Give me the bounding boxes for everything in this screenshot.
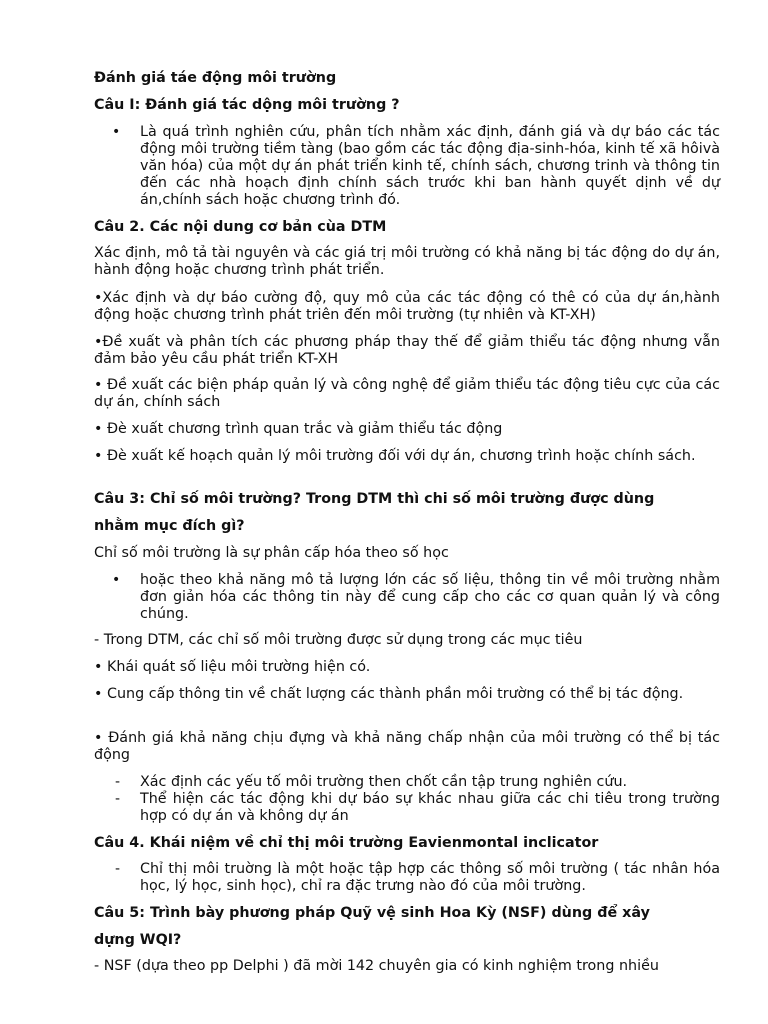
dash-marker: - [115,791,121,807]
paragraph: - NSF (dựa theo pp Delphi ) đã mời 142 chuyên gia có kinh nghiệm trong nhiều [94,958,659,974]
list-item: Chỉ thị môi truờng là một hoặc tập hợp các thông số môi trường ( tác nhân hóa học, lý học, sinh học), chỉ ra đặc trưng nào đó của môi trường. [140,861,720,894]
paragraph: Xác định, mô tả tài nguyên và các giá trị môi trường có khả năng bị tác động do dự án, hành động hoặc chương trình phát triển. [94,245,720,278]
question-3-heading: Câu 3: Chỉ số môi trường? Trong DTM thì chi số môi trường được dùng [94,491,655,507]
question-1-heading: Câu I: Đánh giá tác dộng môi trường ? [94,97,400,113]
paragraph: • Đề xuất các biện pháp quản lý và công nghệ để giảm thiểu tác động tiêu cực của các dự án, chính sách [94,377,720,410]
list-item: Xác định các yếu tố môi trường then chốt cần tập trung nghiên cứu. [140,774,628,790]
bullet-marker: • [112,124,121,140]
paragraph: •Đề xuất và phân tích các phương pháp thay thế để giảm thiểu tác động nhưng vẫn đảm bảo yêu cầu phát triển KT-XH [94,334,720,367]
question-4-heading: Câu 4. Khái niệm về chỉ thị môi trường Eavienmontal inclicator [94,835,599,851]
paragraph: • Đè xuất chương trình quan trắc và giảm thiểu tác động [94,421,503,437]
question-5-heading-cont: dựng WQI? [94,932,182,948]
question-3-heading-cont: nhằm mục đích gì? [94,518,245,534]
paragraph: • Đè xuất kế hoạch quản lý môi trường đối với dự án, chương trình hoặc chính sách. [94,448,696,464]
paragraph: - Trong DTM, các chỉ số môi trường được sử dụng trong các mục tiêu [94,632,583,648]
document-title: Đánh giá táe động môi trường [94,70,337,86]
paragraph: • Đánh giá khả năng chịu đựng và khả năng chấp nhận của môi trường có thể bị tác động [94,730,720,763]
dash-marker: - [115,861,121,877]
bullet-marker: • [112,572,121,588]
question-2-heading: Câu 2. Các nội dung cơ bản cùa DTM [94,219,387,235]
paragraph: •Xác định và dự báo cường độ, quy mô của các tác động có thê có của dự án,hành động hoặc chương trình phát triên đến môi trường (tự nhiên và KT-XH) [94,290,720,323]
list-item: Thể hiện các tác động khi dự báo sự khác nhau giữa các chi tiêu trong trường hợp có dự án và không dự án [140,791,720,824]
paragraph: Chỉ số môi trường là sự phân cấp hóa theo số học [94,545,449,561]
dash-marker: - [115,774,121,790]
paragraph: • Khái quát số liệu môi trường hiện có. [94,659,371,675]
question-5-heading: Câu 5: Trình bày phương pháp Quỹ vệ sinh Hoa Kỳ (NSF) dùng để xây [94,905,650,921]
question-1-answer: Là quá trình nghiên cứu, phân tích nhằm xác định, đánh giá và dự báo các tác động môi trường tiềm tàng (bao gồm các tác động địa-sinh-hóa, kinh tế xã hôivà văn hóa) của một dự án phát triển kinh tế, chính sách, chương trinh và thông tin đến các nhà hoạch định chính sách trước khi ban hành quyết dịnh về dự án,chính sách hoặc chương trình đó. [140,124,720,208]
paragraph: • Cung cấp thông tin về chất lượng các thành phần môi trường có thể bị tác động. [94,686,684,702]
list-item: hoặc theo khả năng mô tả lượng lớn các số liệu, thông tin về môi trường nhằm đơn giản hóa các thông tin này để cung cấp cho các cơ quan quản lý và công chúng. [140,572,720,622]
